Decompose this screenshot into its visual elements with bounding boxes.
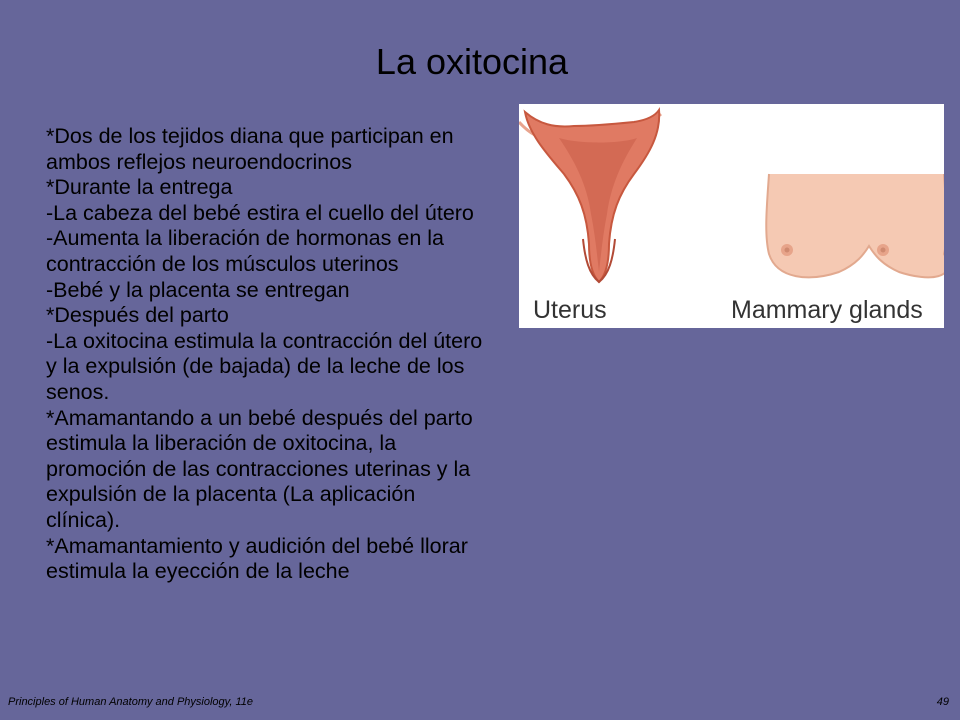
body-line: -La cabeza del bebé estira el cuello del útero	[46, 200, 474, 225]
body-line: *Amamantando a un bebé después del parto	[46, 405, 473, 430]
mammary-illustration	[766, 174, 944, 277]
footer-page-number: 49	[936, 696, 949, 708]
anatomy-figure	[519, 104, 944, 328]
body-line: *Después del parto	[46, 303, 229, 328]
uterus-illustration	[519, 110, 661, 282]
mammary-glands-label: Mammary glands	[731, 296, 923, 324]
body-line: -Aumenta la liberación de hormonas en la	[46, 226, 444, 251]
body-line: y la expulsión (de bajada) de la leche de los	[46, 354, 465, 379]
uterus-label: Uterus	[533, 296, 607, 324]
slide-title: La oxitocina	[375, 41, 569, 82]
body-line: -Bebé y la placenta se entregan	[46, 277, 350, 302]
body-line: estimula la liberación de oxitocina, la	[46, 431, 397, 456]
body-line: *Dos de los tejidos diana que participan en	[46, 124, 454, 148]
footer-book-title: Principles of Human Anatomy and Physiology, 11e	[8, 696, 253, 708]
body-line: expulsión de la placenta (La aplicación	[46, 482, 416, 507]
body-line: contracción de los músculos uterinos	[46, 251, 399, 276]
body-line: senos.	[46, 379, 110, 404]
body-line: ambos reflejos neuroendocrinos	[46, 149, 352, 174]
body-line: *Durante la entrega	[46, 175, 233, 200]
body-line: clínica).	[46, 507, 121, 532]
body-line: estimula la eyección de la leche	[46, 559, 350, 584]
anatomy-illustration	[519, 104, 944, 328]
body-line: promoción de las contracciones uterinas y la	[46, 456, 471, 481]
body-line: -La oxitocina estimula la contracción del útero	[46, 328, 483, 353]
body-line: *Amamantamiento y audición del bebé llorar	[46, 533, 468, 558]
